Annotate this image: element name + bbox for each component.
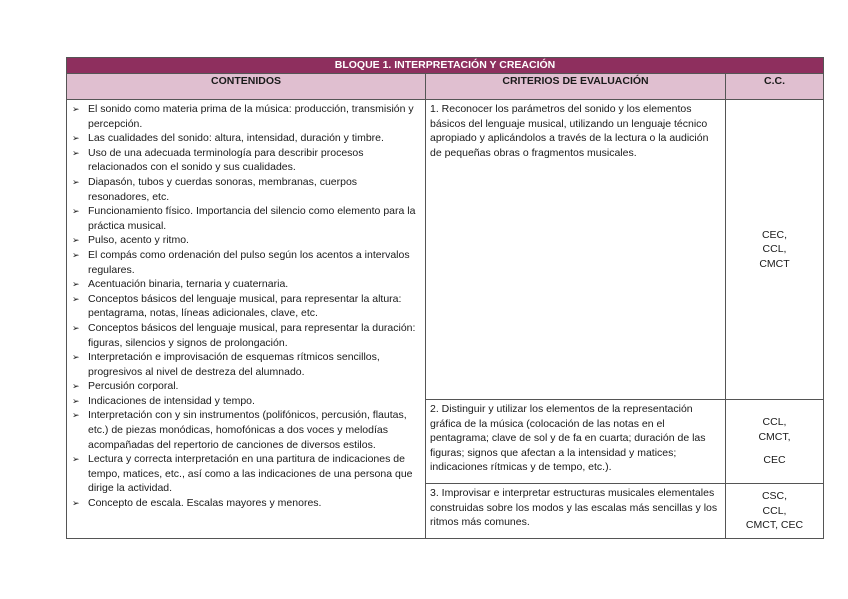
content-item-text: Interpretación e improvisación de esquemas rítmicos sencillos, progresivos al nivel de destreza del alumnado. xyxy=(88,351,380,378)
content-item-text: Interpretación con y sin instrumentos (polifónicos, percusión, flautas, etc.) de piezas monódicas, homofónicas a dos voces y melodías acompañadas del repertorio de canciones de diversos estilos. xyxy=(88,409,407,451)
content-item-text: Pulso, acento y ritmo. xyxy=(88,234,189,247)
content-item xyxy=(71,204,421,233)
content-item xyxy=(71,394,421,409)
content-item xyxy=(71,277,421,292)
arrow-bullet-icon: ➢ xyxy=(72,454,80,465)
criterion-text: 3. Improvisar e interpretar estructuras musicales elementales construidas sobre los modos y las escalas más sencillas y los ritmos más comunes. xyxy=(426,484,726,539)
arrow-bullet-icon: ➢ xyxy=(72,279,80,290)
content-item-text: Conceptos básicos del lenguaje musical, para representar la altura: pentagrama, notas, líneas adicionales, clave, etc. xyxy=(88,292,402,320)
content-item xyxy=(71,408,421,452)
competency-code: CEC, xyxy=(761,228,788,241)
content-item-text: Funcionamiento físico. Importancia del silencio como elemento para la práctica musical. xyxy=(88,205,416,232)
competency-code: CMCT, xyxy=(758,430,791,443)
content-item-text: Conceptos básicos del lenguaje musical, para representar la duración: figuras, silencios y signos de prolongación. xyxy=(88,321,416,349)
cc-cell xyxy=(726,484,824,539)
arrow-bullet-icon: ➢ xyxy=(72,206,80,217)
content-item xyxy=(71,233,421,248)
content-item-text: Indicaciones de intensidad y tempo. xyxy=(88,394,255,407)
block-title: BLOQUE 1. INTERPRETACIÓN Y CREACIÓN xyxy=(67,58,824,74)
competency-code: CEC xyxy=(763,454,786,467)
arrow-bullet-icon: ➢ xyxy=(72,322,80,333)
criterion-text: 1. Reconocer los parámetros del sonido y los elementos básicos del lenguaje musical, utilizando un lenguaje técnico apropiado y aplicándolos a través de la lectura o la audición de pequeñas obras o fragmentos musicales. xyxy=(426,100,726,400)
arrow-bullet-icon: ➢ xyxy=(72,147,80,158)
arrow-bullet-icon: ➢ xyxy=(72,176,80,187)
arrow-bullet-icon: ➢ xyxy=(72,293,80,304)
content-item-text: Acentuación binaria, ternaria y cuaternaria. xyxy=(88,278,289,291)
arrow-bullet-icon: ➢ xyxy=(72,104,80,114)
content-item-text: Las cualidades del sonido: altura, intensidad, duración y timbre. xyxy=(88,132,384,145)
curriculum-table xyxy=(66,57,824,539)
competency-code: CCL, xyxy=(762,243,787,256)
content-item-text: Lectura y correcta interpretación en una partitura de indicaciones de tempo, matices, etc., así como a las indicaciones de una persona que dirige la actividad. xyxy=(88,453,413,495)
arrow-bullet-icon: ➢ xyxy=(72,498,80,509)
competency-code: CMCT xyxy=(759,257,790,270)
criterion-row-1 xyxy=(67,100,824,400)
content-item xyxy=(71,248,421,277)
cc-header: C.C. xyxy=(726,74,824,100)
contents-list xyxy=(71,102,421,511)
arrow-bullet-icon: ➢ xyxy=(72,381,80,392)
content-item xyxy=(71,292,421,321)
content-item xyxy=(71,175,421,204)
arrow-bullet-icon: ➢ xyxy=(72,352,80,363)
content-item-text: El sonido como materia prima de la música: producción, transmisión y percepción. xyxy=(88,103,414,130)
content-item xyxy=(71,321,421,350)
competency-code: CCL, xyxy=(762,504,787,517)
arrow-bullet-icon: ➢ xyxy=(72,235,80,246)
criteria-header: CRITERIOS DE EVALUACIÓN xyxy=(426,74,726,100)
cc-cell xyxy=(726,400,824,484)
competency-code: CSC, xyxy=(761,490,788,503)
content-item xyxy=(71,350,421,379)
criterion-text: 2. Distinguir y utilizar los elementos de la representación gráfica de la música (colocación de las notas en el pentagrama; clave de sol y de fa en cuarta; duración de las figuras; signos que afectan a la intensidad y matices; indicaciones rítmicas y de tempo, etc.). xyxy=(426,400,726,484)
contents-cell xyxy=(67,100,426,539)
content-item-text: Concepto de escala. Escalas mayores y menores. xyxy=(88,497,322,510)
content-item-text: El compás como ordenación del pulso según los acentos a intervalos regulares. xyxy=(88,248,410,276)
content-item xyxy=(71,102,421,131)
content-item xyxy=(71,379,421,394)
arrow-bullet-icon: ➢ xyxy=(72,395,80,406)
cc-spacer xyxy=(728,444,821,453)
arrow-bullet-icon: ➢ xyxy=(72,133,80,144)
competency-code: CMCT, CEC xyxy=(745,519,804,532)
arrow-bullet-icon: ➢ xyxy=(72,410,80,421)
cc-cell xyxy=(726,100,824,400)
content-item-text: Diapasón, tubos y cuerdas sonoras, membranas, cuerpos resonadores, etc. xyxy=(88,175,358,203)
competency-code: CCL, xyxy=(762,416,787,429)
content-item xyxy=(71,131,421,146)
content-item xyxy=(71,452,421,496)
block-title-row xyxy=(67,58,824,74)
column-header-row xyxy=(67,74,824,100)
content-item xyxy=(71,146,421,175)
arrow-bullet-icon: ➢ xyxy=(72,249,80,260)
content-item xyxy=(71,496,421,511)
content-item-text: Uso de una adecuada terminología para describir procesos relacionados con el sonido y sus cualidades. xyxy=(88,146,364,174)
content-item-text: Percusión corporal. xyxy=(88,380,179,393)
contents-header: CONTENIDOS xyxy=(67,74,426,100)
